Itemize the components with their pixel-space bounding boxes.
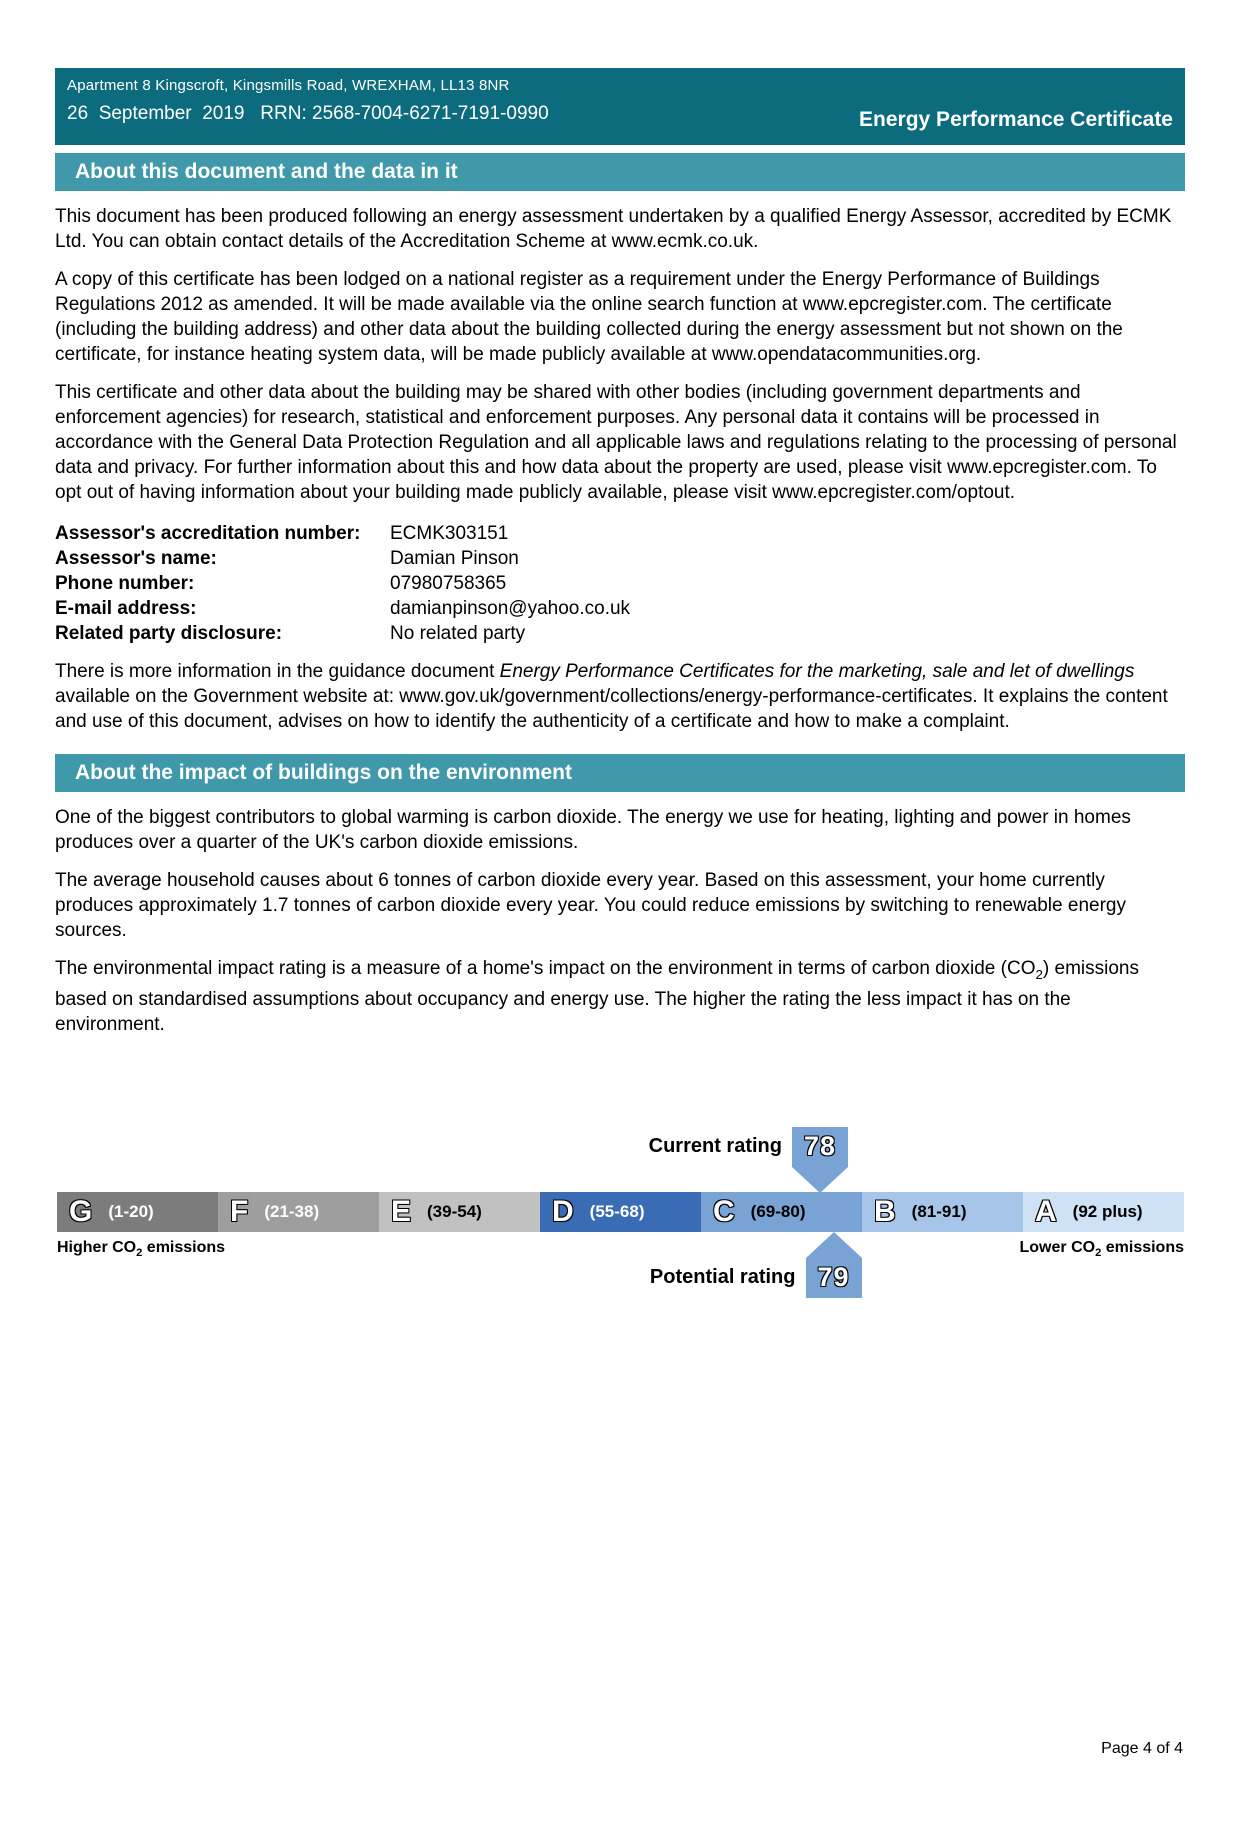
assessor-row-label: Related party disclosure: [55, 623, 283, 644]
certificate-title: Energy Performance Certificate [859, 108, 1173, 131]
band-letter: B [874, 1194, 896, 1228]
date-and-rrn: 26 September 2019 RRN: 2568-7004-6271-7191-0990 [67, 103, 549, 124]
current-rating-label: Current rating [648, 1134, 782, 1157]
lower-emissions-label [1020, 1239, 1185, 1259]
environmental-impact-rating-chart [0, 1127, 1240, 1332]
assessor-row [55, 571, 1185, 596]
assessor-row-value: ECMK303151 [390, 523, 509, 544]
potential-rating-label: Potential rating [649, 1265, 796, 1288]
rating-band-e [379, 1192, 540, 1232]
band-letter: D [552, 1194, 574, 1228]
assessor-row-label: E-mail address: [55, 598, 197, 619]
co2-subscript: 2 [136, 1246, 143, 1259]
section-heading-environment [55, 754, 1185, 792]
band-letter: C [713, 1194, 735, 1228]
lower-emissions-pre: Lower CO [1019, 1238, 1096, 1256]
guidance-document-title: Energy Performance Certificates for the marketing, sale and let of dwellings [499, 661, 1135, 682]
current-rating-value-box [792, 1127, 848, 1167]
rating-band-d [540, 1192, 701, 1232]
paragraph-household-emissions: The average household causes about 6 tonnes of carbon dioxide every year. Based on this assessment, your home currently produces approximately 1.7 tonnes of carbon dioxide every year. You could reduce emissions by switching to renewable energy sources. [55, 870, 1126, 941]
rating-band-a [1023, 1192, 1184, 1232]
assessor-row-label: Phone number: [55, 573, 195, 594]
co2-subscript: 2 [1035, 966, 1043, 982]
rating-band-b [862, 1192, 1023, 1232]
current-rating-pointer-icon [792, 1167, 848, 1193]
current-rating-value: 78 [803, 1131, 836, 1162]
assessor-details [55, 521, 1185, 646]
rating-band-g [57, 1192, 218, 1232]
assessor-row-value: No related party [390, 623, 526, 644]
potential-rating-pointer-icon [806, 1232, 862, 1258]
band-letter: E [391, 1194, 412, 1228]
assessor-row [55, 521, 1185, 546]
potential-rating-value-box [806, 1258, 862, 1298]
rating-band-f [218, 1192, 379, 1232]
band-letter: F [230, 1194, 249, 1228]
band-range: (81-91) [911, 1201, 967, 1221]
assessor-row [55, 546, 1185, 571]
paragraph-assessment: This document has been produced following an energy assessment undertaken by a qualified Energy Assessor, accredited by ECMK Ltd. You can obtain contact details of the Accreditation Scheme at www.ecmk.co.uk. [55, 206, 1172, 252]
environment-content [55, 805, 1185, 1037]
certificate-header [55, 68, 1185, 145]
assessor-row-label: Assessor's name: [55, 548, 217, 569]
rating-band-c [701, 1192, 862, 1232]
paragraph-register: A copy of this certificate has been lodged on a national register as a requirement under the Energy Performance of Buildings Regulations 2012 as amended. It will be made available via the online search function at www.epcregister.com. The certificate (including the building address) and other data about the building collected during the energy assessment but not shown on the certificate, for instance heating system data, will be made publicly available at www.opendatacommunities.org. [55, 269, 1123, 365]
property-address: Apartment 8 Kingscroft, Kingsmills Road, WREXHAM, LL13 8NR [67, 77, 510, 94]
guidance-paragraph [55, 659, 1185, 734]
band-range: (55-68) [589, 1201, 645, 1221]
co2-text-after: ) emissions based on standardised assumptions about occupancy and energy use. The higher the rating the less impact it has on the environment. [55, 958, 1139, 1035]
assessor-row-value: 07980758365 [390, 573, 507, 594]
section-heading-about-document [55, 153, 1185, 191]
co2-subscript: 2 [1095, 1246, 1102, 1259]
about-document-content [55, 204, 1185, 734]
band-range: (69-80) [750, 1201, 806, 1221]
assessor-row-value: Damian Pinson [390, 548, 519, 569]
assessor-row-label: Assessor's accreditation number: [55, 523, 361, 544]
band-range: (1-20) [108, 1201, 154, 1221]
band-range: (39-54) [427, 1201, 482, 1221]
assessor-row-value: damianpinson@yahoo.co.uk [390, 598, 631, 619]
rating-scale-bar [57, 1192, 1184, 1232]
higher-emissions-label [57, 1239, 225, 1259]
co2-text-before: The environmental impact rating is a measure of a home's impact on the environment in terms of carbon dioxide (CO [55, 958, 1036, 979]
page-number: Page 4 of 4 [1101, 1740, 1183, 1757]
assessor-row [55, 596, 1185, 621]
section-heading-text: About this document and the data in it [75, 160, 458, 183]
potential-rating-value: 79 [817, 1262, 850, 1293]
band-range: (21-38) [264, 1201, 320, 1221]
band-letter: G [69, 1194, 93, 1228]
higher-emissions-post: emissions [142, 1238, 226, 1256]
band-letter: A [1035, 1194, 1057, 1228]
paragraph-global-warming: One of the biggest contributors to global warming is carbon dioxide. The energy we use for heating, lighting and power in homes produces over a quarter of the UK's carbon dioxide emissions. [55, 807, 1131, 853]
epc-document-page [0, 68, 1240, 1822]
section-heading-text: About the impact of buildings on the environment [75, 761, 572, 784]
guidance-text-after: available on the Government website at: www.gov.uk/government/collections/energy-performance-certificates. It explains the content and use of this document, advises on how to identify the authenticity of a certificate and how to make a complaint. [55, 686, 1168, 732]
paragraph-impact-rating [55, 956, 1185, 1037]
higher-emissions-pre: Higher CO [57, 1238, 137, 1256]
band-range: (92 plus) [1072, 1201, 1143, 1221]
assessor-row [55, 621, 1185, 646]
guidance-text-before: There is more information in the guidance document [55, 661, 500, 682]
header-property-block [67, 68, 549, 145]
lower-emissions-post: emissions [1101, 1238, 1184, 1256]
paragraph-data-sharing: This certificate and other data about the building may be shared with other bodies (including government departments and enforcement agencies) for research, statistical and enforcement purposes. Any personal data it contains will be processed in accordance with the General Data Protection Regulation and all applicable laws and regulations relating to the processing of personal data and privacy. For further information about this and how data about the property are used, please visit www.epcregister.com. To opt out of having information about your building made publicly available, please visit www.epcregister.com/optout. [55, 382, 1177, 503]
